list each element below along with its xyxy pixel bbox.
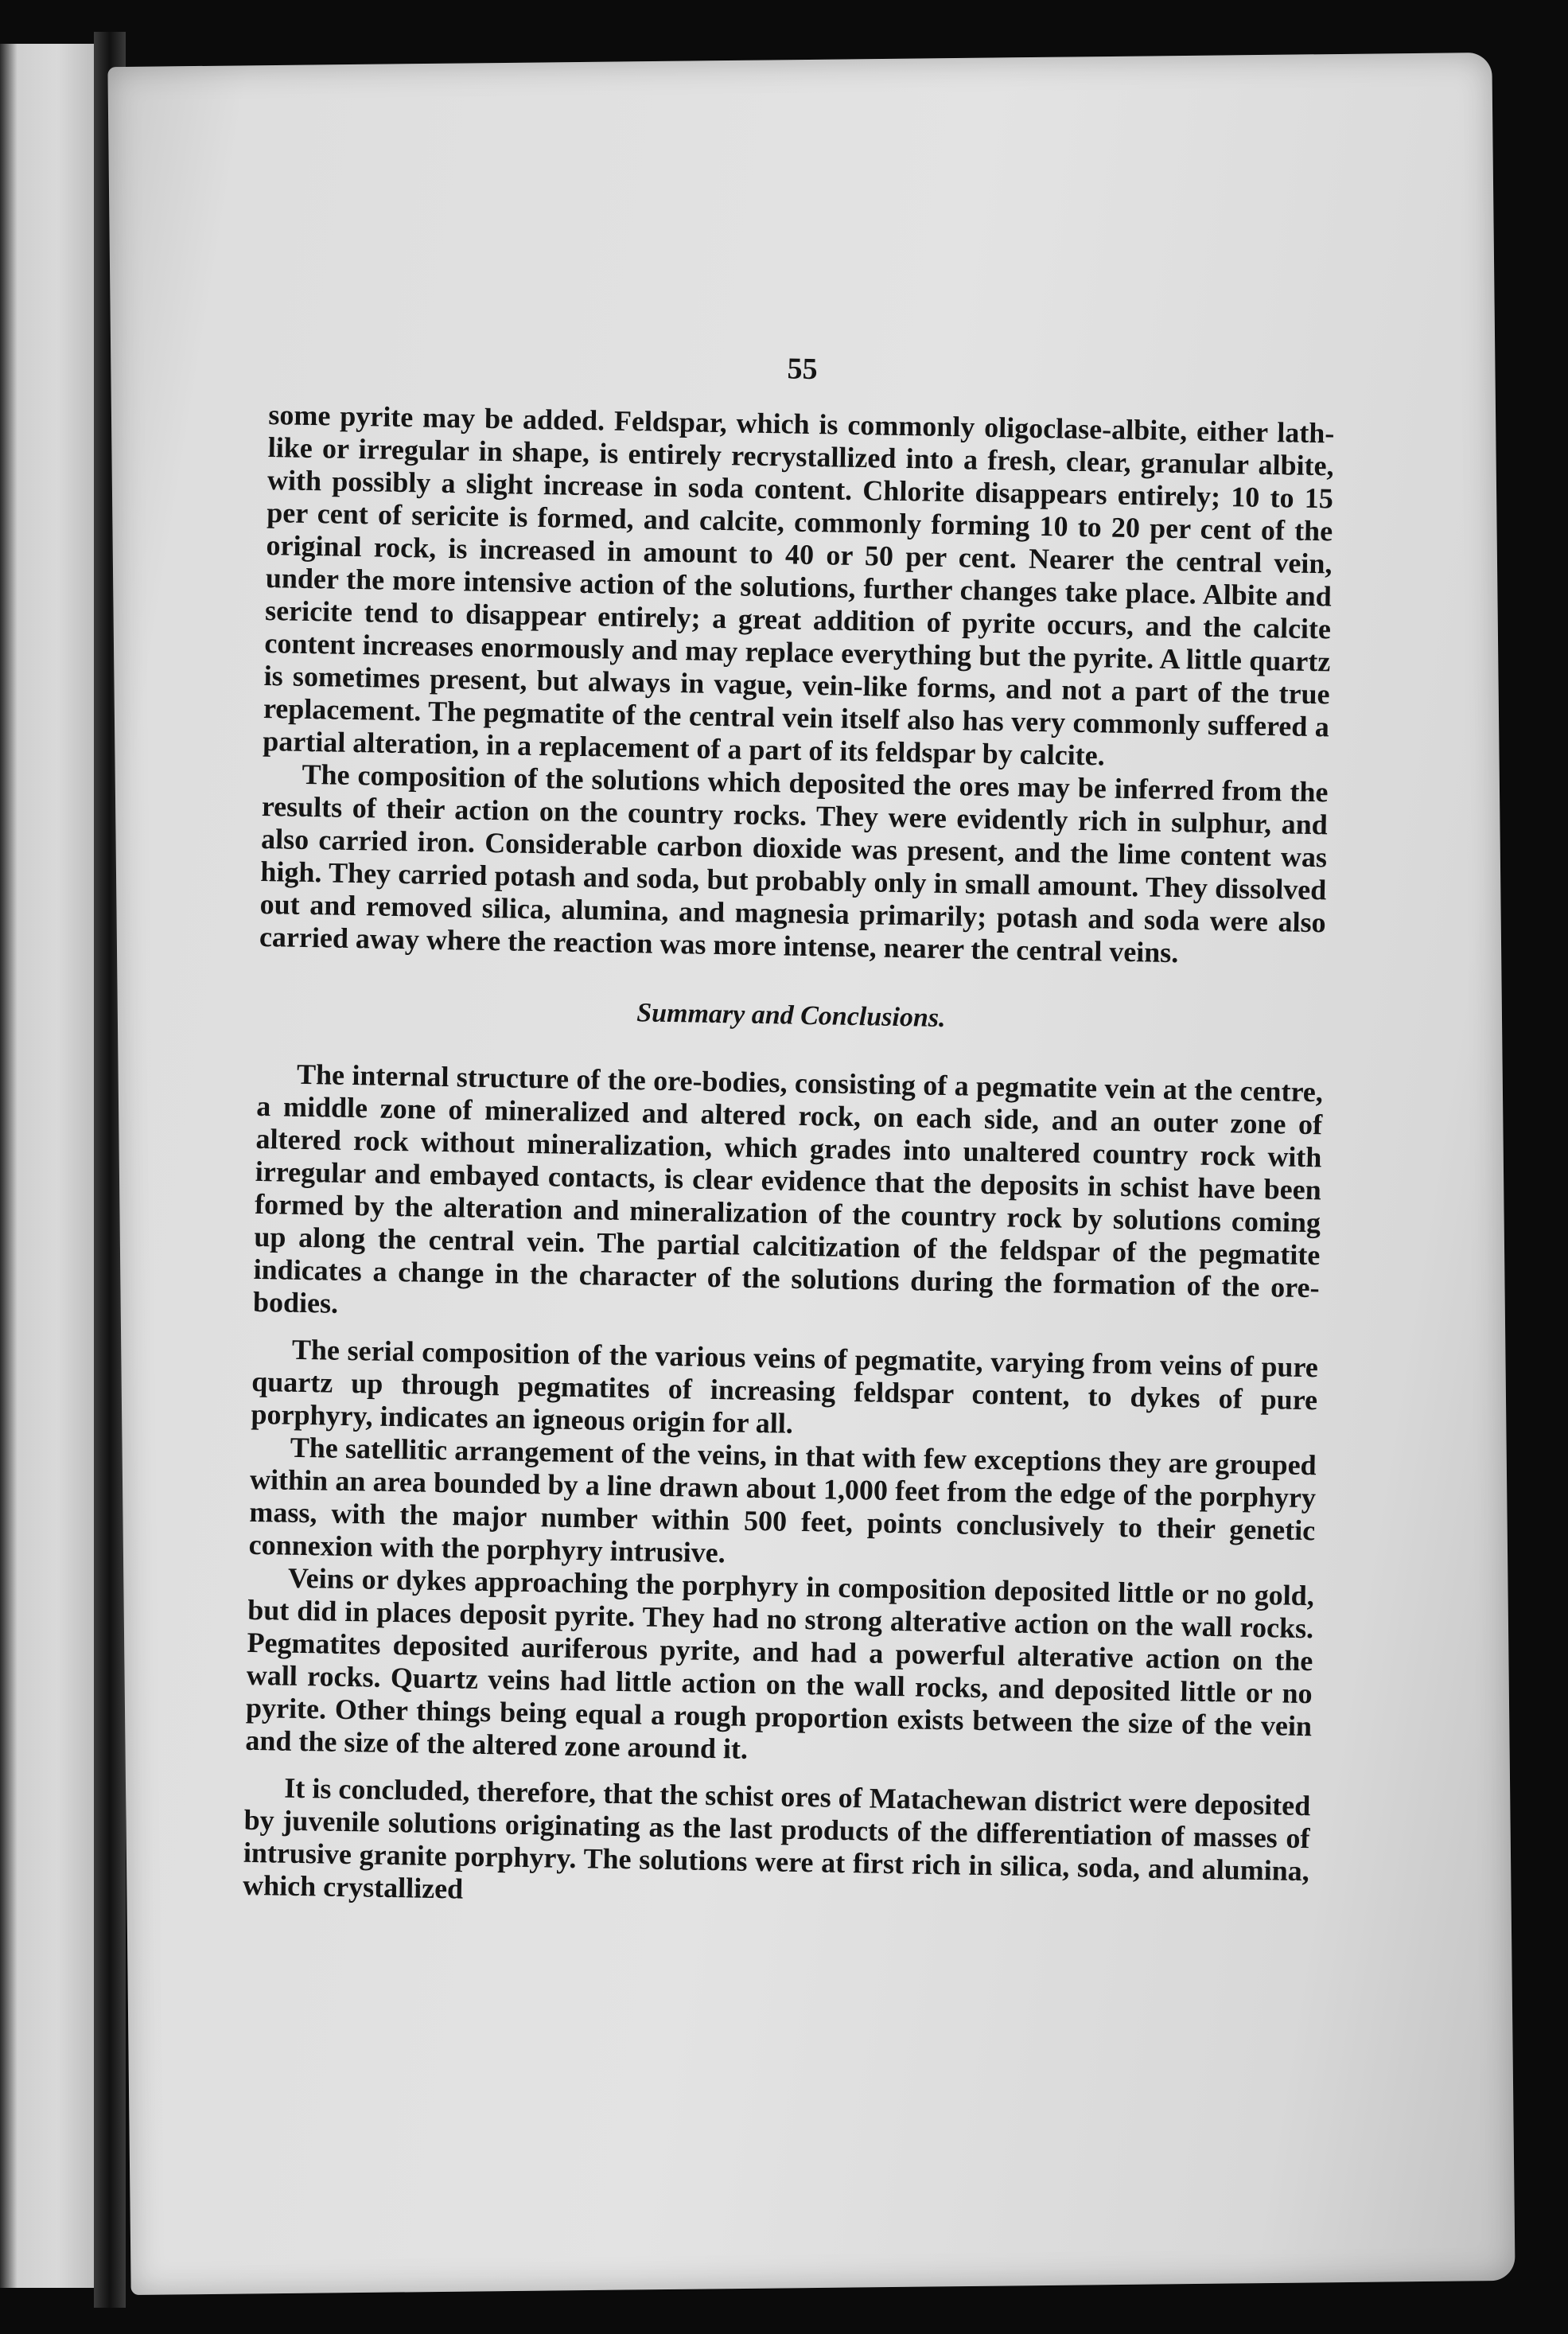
paragraph-concluded: It is concluded, therefore, that the schist ores of Matachewan district were deposited by juvenile solutions originating as the last products of the differentiation of masses of intrusive granite porphyry. The solutions were at first rich in silica, soda, and alumina, which crystallized (242, 1771, 1311, 1905)
left-page-edge (0, 44, 95, 2288)
book-page (107, 53, 1515, 2295)
section-heading: Summary and Conclusions. (636, 998, 946, 1034)
paragraph-veins-or-dykes: Veins or dykes approaching the porphyry in composition deposited little or no gold, but did in places deposit pyrite. They had no strong alterative action on the wall rocks. Pegmatites deposited auriferous pyrite, and had a powerful alterative action on the wall rocks. Quartz veins had little action on the wall rocks, and deposited little or no pyrite. Other things being equal a rough proportion exists between the size of the vein and the size of the altered zone around it. (245, 1561, 1315, 1765)
paragraph-internal-structure: The internal structure of the ore-bodies, consisting of a pegmatite vein at the centre, a middle zone of mineralized and altered rock, on each side, and an outer zone of altered rock without mineralization, which grades into unaltered country rock with irregular and embayed contacts, is clear evidence that the deposits in schist have been formed by the alteration and mineralization of the country rock by solutions coming up along the central vein. The partial calcitization of the feldspar of the pegmatite indicates a change in the character of the solutions during the formation of the ore-bodies. (252, 1058, 1324, 1319)
paragraph-serial-composition: The serial composition of the various veins of pegmatite, varying from veins of pure quartz up through pegmatites of increasing feldspar content, to dykes of pure porphyry, indicates an igneous origin for all. (251, 1333, 1319, 1440)
page-number: 55 (787, 352, 818, 387)
paragraph-solutions: The composition of the solutions which deposited the ores may be inferred from the results of their action on the country rocks. They were evidently rich in sulphur, and also carried iron. Considerable carbon dioxide was present, and the lime content was high. They carried potash and soda, but probably only in small amount. They dissolved out and removed silica, alumina, and magnesia primarily; potash and soda were also carried away where the reaction was more intense, nearer the central veins. (259, 758, 1329, 969)
page-text (243, 344, 1336, 1920)
paragraph-satellitic-arrangement: The satellitic arrangement of the veins, in that with few exceptions they are grouped within an area bounded by a line drawn about 1,000 feet from the edge of the porphyry mass, with the major number within 500 feet, points conclusively to their genetic connexion with the porphyry intrusive. (248, 1431, 1317, 1569)
paragraph-continued: some pyrite may be added. Feldspar, which is commonly oligoclase-albite, either lath-like or irregular in shape, is entirely recrystallized into a fresh, clear, granular albite, with possibly a slight increase in soda content. Chlorite disappears entirely; 10 to 15 per cent of sericite is formed, and calcite, commonly forming 10 to 20 per cent of the original rock, is increased in amount to 40 or 50 per cent. Nearer the central vein, under the more intensive action of the solutions, further changes take place. Albite and sericite tend to disappear entirely; a great addition of pyrite occurs, and the calcite content increases enormously and may replace everything but the pyrite. A little quartz is sometimes present, but always in vague, vein-like forms, and not a part of the true replacement. The pegmatite of the central vein itself also has very commonly suffered a partial alteration, in a replacement of a part of its feldspar by calcite. (262, 399, 1335, 772)
